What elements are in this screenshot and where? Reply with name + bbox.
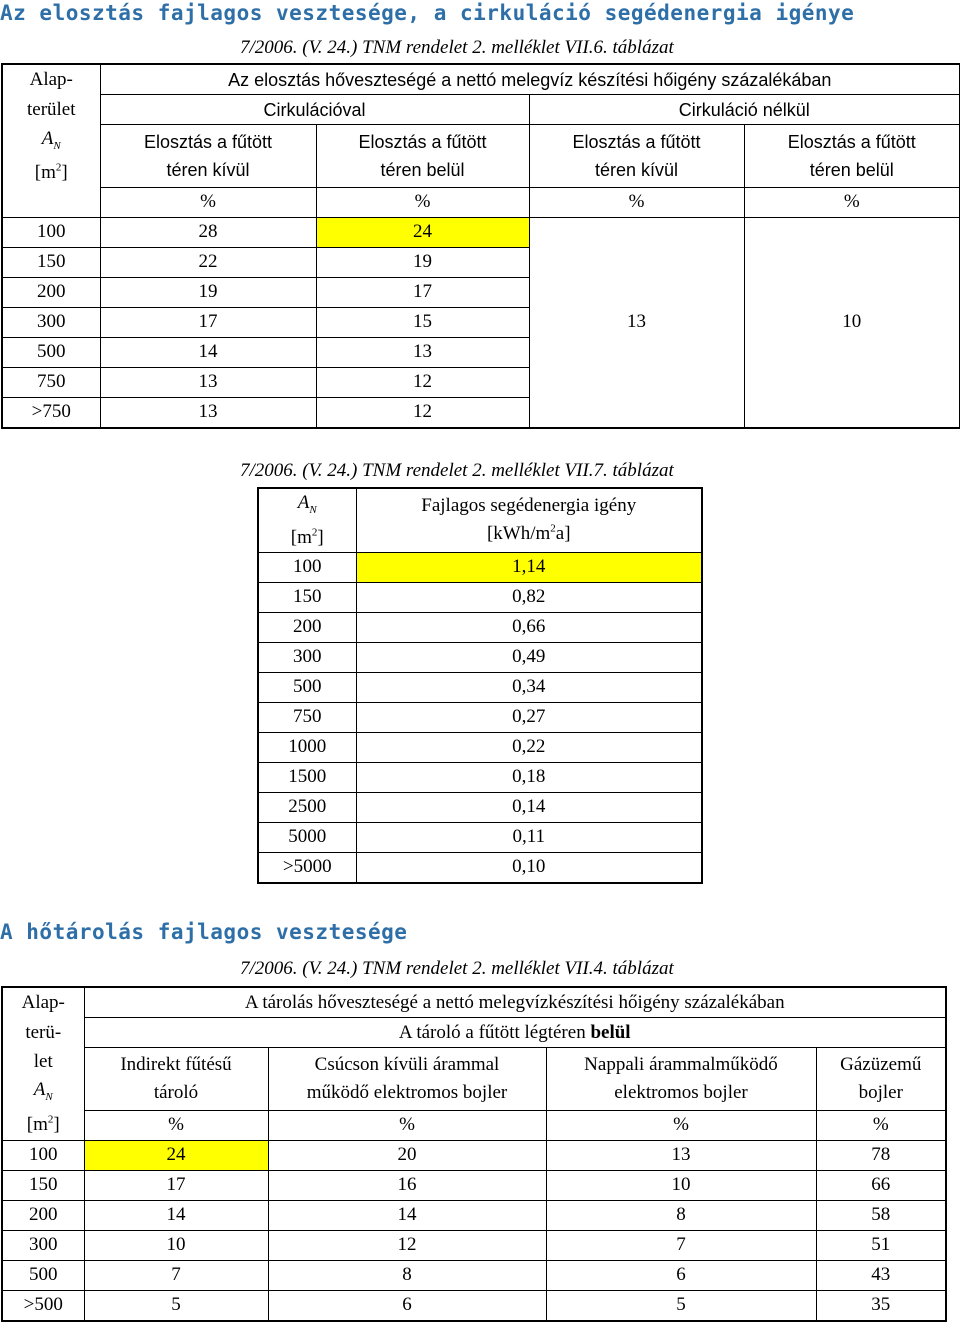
inside-value: 12 [316, 397, 529, 428]
energy-value: 0,10 [356, 852, 702, 883]
area-cell: 300 [2, 1230, 84, 1260]
storage-value: 66 [816, 1170, 946, 1200]
col-offpeak-boiler: Csúcson kívüli árammal működő elektromos bojler [268, 1048, 546, 1111]
outside-value: 17 [100, 307, 316, 337]
energy-value-highlighted: 1,14 [356, 552, 702, 582]
area-cell: 200 [2, 1200, 84, 1230]
storage-value: 58 [816, 1200, 946, 1230]
area-cell: 1500 [258, 762, 356, 792]
unit-cell: % [816, 1110, 946, 1140]
storage-value: 51 [816, 1230, 946, 1260]
area-cell: 100 [258, 552, 356, 582]
area-cell: 500 [2, 337, 100, 367]
col-gas-boiler: Gázüzemű bojler [816, 1048, 946, 1111]
table-caption-vii6: 7/2006. (V. 24.) TNM rendelet 2. melléklet VII.6. táblázat [240, 37, 674, 58]
energy-value: 0,18 [356, 762, 702, 792]
inside-value: 15 [316, 307, 529, 337]
unit-cell: % [316, 187, 529, 217]
area-cell: 1000 [258, 732, 356, 762]
energy-value: 0,14 [356, 792, 702, 822]
storage-value: 14 [84, 1200, 268, 1230]
storage-value: 6 [268, 1290, 546, 1321]
storage-value: 10 [546, 1170, 816, 1200]
area-header-blank [2, 187, 100, 217]
storage-value-highlighted: 24 [84, 1140, 268, 1170]
area-cell: 100 [2, 1140, 84, 1170]
no-circulation-inside-value: 10 [744, 217, 960, 428]
unit-cell: % [529, 187, 744, 217]
area-cell: 200 [2, 277, 100, 307]
storage-value: 20 [268, 1140, 546, 1170]
storage-loss-table [1, 986, 947, 1322]
inside-value: 12 [316, 367, 529, 397]
col-without-outside: Elosztás a fűtött téren kívül [529, 125, 744, 188]
section-title-storage: A hőtárolás fajlagos vesztesége [0, 920, 408, 944]
energy-value: 0,11 [356, 822, 702, 852]
area-cell: 300 [2, 307, 100, 337]
unit-cell: % [84, 1110, 268, 1140]
area-cell: 500 [2, 1260, 84, 1290]
auxiliary-energy-table [257, 487, 703, 884]
col-daytime-boiler: Nappali árammalműködő elektromos bojler [546, 1048, 816, 1111]
area-header-line1: Alap- [2, 64, 100, 95]
unit-cell: % [268, 1110, 546, 1140]
outside-value: 13 [100, 397, 316, 428]
col-without-inside: Elosztás a fűtött téren belül [744, 125, 960, 188]
energy-value: 0,82 [356, 582, 702, 612]
section-title-distribution: Az elosztás fajlagos vesztesége, a cirkuláció segédenergia igénye [0, 1, 855, 25]
storage-value: 10 [84, 1230, 268, 1260]
energy-header: Fajlagos segédenergia igény $[kWh/m^2a]$ [356, 488, 702, 552]
area-cell: 150 [258, 582, 356, 612]
group-without-circulation: Cirkuláció nélkül [529, 95, 960, 125]
area-cell: 200 [258, 612, 356, 642]
storage-value: 17 [84, 1170, 268, 1200]
storage-value: 16 [268, 1170, 546, 1200]
storage-value: 13 [546, 1140, 816, 1170]
outside-value: 22 [100, 247, 316, 277]
outside-value: 13 [100, 367, 316, 397]
storage-value: 8 [546, 1200, 816, 1230]
main-header: Az elosztás hőveszteségé a nettó melegvíz készítési hőigény százalékában [100, 64, 960, 95]
main-header: A tárolás hőveszteségé a nettó melegvízkészítési hőigény százalékában [84, 987, 946, 1018]
energy-value: 0,34 [356, 672, 702, 702]
energy-value: 0,66 [356, 612, 702, 642]
inside-value: 19 [316, 247, 529, 277]
sub-header: A tároló a fűtött légtéren belül [84, 1018, 946, 1048]
table-caption-vii7: 7/2006. (V. 24.) TNM rendelet 2. melléklet VII.7. táblázat [240, 460, 674, 481]
area-cell: >5000 [258, 852, 356, 883]
unit-cell: % [546, 1110, 816, 1140]
col-with-inside: Elosztás a fűtött téren belül [316, 125, 529, 188]
area-header-symbol: $A_N$ $[m^2]$ [2, 125, 100, 188]
area-header: $A_N$ $[m^2]$ [258, 488, 356, 552]
group-with-circulation: Cirkulációval [100, 95, 529, 125]
storage-value: 43 [816, 1260, 946, 1290]
storage-value: 7 [546, 1230, 816, 1260]
distribution-loss-table [1, 63, 960, 429]
storage-value: 78 [816, 1140, 946, 1170]
area-header-line2: terü- [2, 1018, 84, 1048]
area-cell: 5000 [258, 822, 356, 852]
storage-value: 14 [268, 1200, 546, 1230]
outside-value: 19 [100, 277, 316, 307]
area-cell: 750 [2, 367, 100, 397]
outside-value: 14 [100, 337, 316, 367]
energy-value: 0,27 [356, 702, 702, 732]
area-cell: 150 [2, 247, 100, 277]
energy-value: 0,22 [356, 732, 702, 762]
area-cell: 500 [258, 672, 356, 702]
outside-value: 28 [100, 217, 316, 247]
area-cell: 2500 [258, 792, 356, 822]
inside-value-highlighted: 24 [316, 217, 529, 247]
col-indirect-tank: Indirekt fűtésű tároló [84, 1048, 268, 1111]
inside-value: 17 [316, 277, 529, 307]
storage-value: 6 [546, 1260, 816, 1290]
area-cell: 150 [2, 1170, 84, 1200]
area-header-line2: terület [2, 95, 100, 125]
area-cell: 750 [258, 702, 356, 732]
area-cell: >500 [2, 1290, 84, 1321]
area-header-line1: Alap- [2, 987, 84, 1018]
storage-value: 5 [84, 1290, 268, 1321]
area-cell: 300 [258, 642, 356, 672]
inside-value: 13 [316, 337, 529, 367]
storage-value: 5 [546, 1290, 816, 1321]
unit-cell: % [100, 187, 316, 217]
storage-value: 7 [84, 1260, 268, 1290]
area-header-unit: $[m^2]$ [2, 1110, 84, 1140]
storage-value: 12 [268, 1230, 546, 1260]
table-caption-vii4: 7/2006. (V. 24.) TNM rendelet 2. melléklet VII.4. táblázat [240, 958, 674, 979]
no-circulation-outside-value: 13 [529, 217, 744, 428]
area-header-symbol: let $A_N$ [2, 1048, 84, 1111]
unit-cell: % [744, 187, 960, 217]
storage-value: 35 [816, 1290, 946, 1321]
energy-value: 0,49 [356, 642, 702, 672]
storage-value: 8 [268, 1260, 546, 1290]
area-cell: >750 [2, 397, 100, 428]
area-cell: 100 [2, 217, 100, 247]
col-with-outside: Elosztás a fűtött téren kívül [100, 125, 316, 188]
